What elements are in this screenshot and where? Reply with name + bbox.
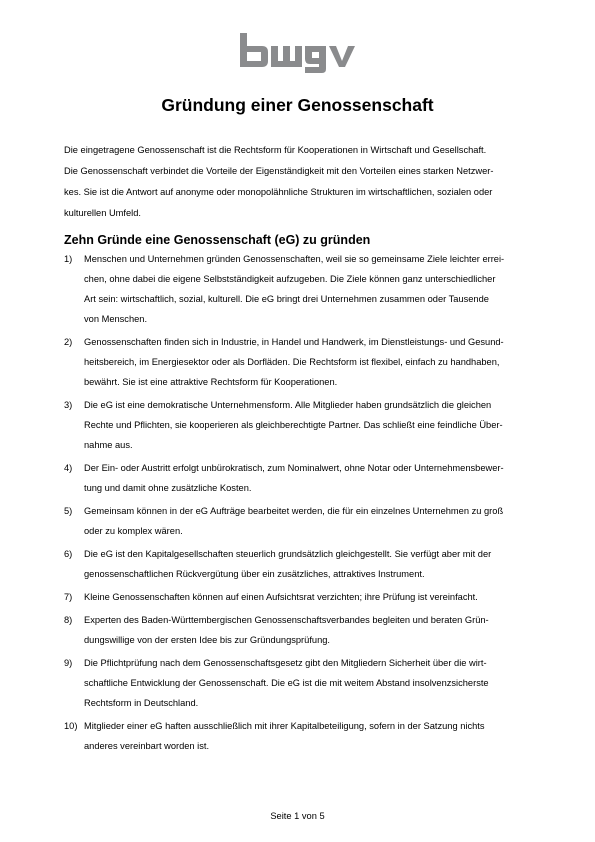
bwgv-logo [238, 33, 356, 73]
list-item-reason-8 [64, 610, 544, 650]
list-item-number: 4) [64, 463, 73, 473]
list-item-line: Die eG ist den Kapitalgesellschaften steuerlich grundsätzlich gleichgestellt. Sie verfügt aber mit der [84, 549, 492, 559]
list-item-number: 5) [64, 506, 73, 516]
list-item-text [84, 544, 544, 584]
list-item-number: 8) [64, 615, 73, 625]
list-item-text [84, 653, 544, 713]
intro-line: Die Genossenschaft verbindet die Vorteile der Eigenständigkeit mit den Vorteilen eines starken Netzwer- [64, 166, 494, 176]
list-item-text [84, 395, 544, 455]
list-item-line: Kleine Genossenschaften können auf einen Aufsichtsrat verzichten; ihre Prüfung ist vereinfacht. [84, 592, 478, 602]
list-item-text [84, 501, 544, 541]
list-item-line: Der Ein- oder Austritt erfolgt unbürokratisch, zum Nominalwert, ohne Notar oder Unternehmensbewer- [84, 463, 504, 473]
list-item-line: chen, ohne dabei die eigene Selbstständigkeit aufzugeben. Die Ziele können ganz unterschiedlicher [84, 274, 496, 284]
list-item-line: Genossenschaften finden sich in Industrie, in Handel und Handwerk, im Dienstleistungs- und Gesund- [84, 337, 504, 347]
list-item-line: Mitglieder einer eG haften ausschließlich mit ihrer Kapitalbeteiligung, sofern in der Satzung nichts [84, 721, 485, 731]
list-item-line: heitsbereich, im Energiesektor oder als Dorfläden. Die Rechtsform ist flexibel, einfach zu handhaben, [84, 357, 500, 367]
list-item-text [84, 610, 544, 650]
list-item-text [84, 458, 544, 498]
list-item-number: 1) [64, 254, 73, 264]
list-item-line: dungswillige von der ersten Idee bis zur Gründungsprüfung. [84, 635, 330, 645]
intro-line: kulturellen Umfeld. [64, 208, 141, 218]
page-number-footer: Seite 1 von 5 [270, 811, 325, 821]
list-item-number: 2) [64, 337, 73, 347]
list-item-reason-6 [64, 544, 544, 584]
list-item-line: tung und damit ohne zusätzliche Kosten. [84, 483, 252, 493]
list-item-reason-3 [64, 395, 544, 455]
list-item-number: 9) [64, 658, 73, 668]
list-item-line: Menschen und Unternehmen gründen Genossenschaften, weil sie so gemeinsame Ziele leichter errei- [84, 254, 505, 264]
list-item-reason-1 [64, 249, 544, 329]
list-item-number: 10) [64, 721, 78, 731]
list-item-text [84, 716, 544, 756]
list-item-line: Rechtsform in Deutschland. [84, 698, 199, 708]
list-item-line: Rechte und Pflichten, sie kooperieren als gleichberechtigte Partner. Das schließt eine feindliche Über- [84, 420, 503, 430]
list-item-number: 7) [64, 592, 73, 602]
bwgv-logo-mark [238, 33, 356, 73]
list-item-line: nahme aus. [84, 440, 133, 450]
list-item-reason-4 [64, 458, 544, 498]
list-item-reason-10 [64, 716, 544, 756]
intro-line: kes. Sie ist die Antwort auf anonyme oder monopolähnliche Strukturen im wirtschaftlichen, sozialen oder [64, 187, 493, 197]
list-item-line: Gemeinsam können in der eG Aufträge bearbeitet werden, die für ein einzelnes Unternehmen zu groß [84, 506, 504, 516]
section-heading: Zehn Gründe eine Genossenschaft (eG) zu gründen [64, 233, 371, 247]
list-item-line: Die eG ist eine demokratische Unternehmensform. Alle Mitglieder haben grundsätzlich die gleichen [84, 400, 492, 410]
list-item-line: schaftliche Entwicklung der Genossenschaft. Die eG ist die mit weitem Abstand insolvenzsicherste [84, 678, 489, 688]
list-item-line: von Menschen. [84, 314, 148, 324]
list-item-reason-9 [64, 653, 544, 713]
list-item-text [84, 332, 544, 392]
list-item-reason-5 [64, 501, 544, 541]
list-item-reason-7 [64, 587, 544, 607]
list-item-number: 3) [64, 400, 73, 410]
list-item-line: oder zu komplex wären. [84, 526, 183, 536]
list-item-line: Die Pflichtprüfung nach dem Genossenschaftsgesetz gibt den Mitgliedern Sicherheit über die wirt- [84, 658, 487, 668]
list-item-reason-2 [64, 332, 544, 392]
list-item-line: genossenschaftlichen Rückvergütung über ein zusätzliches, attraktives Instrument. [84, 569, 425, 579]
reasons-list [64, 249, 544, 759]
intro-line: Die eingetragene Genossenschaft ist die Rechtsform für Kooperationen in Wirtschaft und Gesellschaft. [64, 145, 487, 155]
list-item-line: anderes vereinbart worden ist. [84, 741, 210, 751]
list-item-line: Experten des Baden-Württembergischen Genossenschaftsverbandes begleiten und beraten Grün- [84, 615, 489, 625]
list-item-number: 6) [64, 549, 73, 559]
intro-paragraph [64, 140, 544, 224]
list-item-line: Art sein: wirtschaftlich, sozial, kulturell. Die eG bringt drei Unternehmen zusammen oder Tausende [84, 294, 489, 304]
list-item-text [84, 587, 544, 607]
list-item-line: bewährt. Sie ist eine attraktive Rechtsform für Kooperationen. [84, 377, 338, 387]
list-item-text [84, 249, 544, 329]
page-title: Gründung einer Genossenschaft [161, 95, 434, 115]
